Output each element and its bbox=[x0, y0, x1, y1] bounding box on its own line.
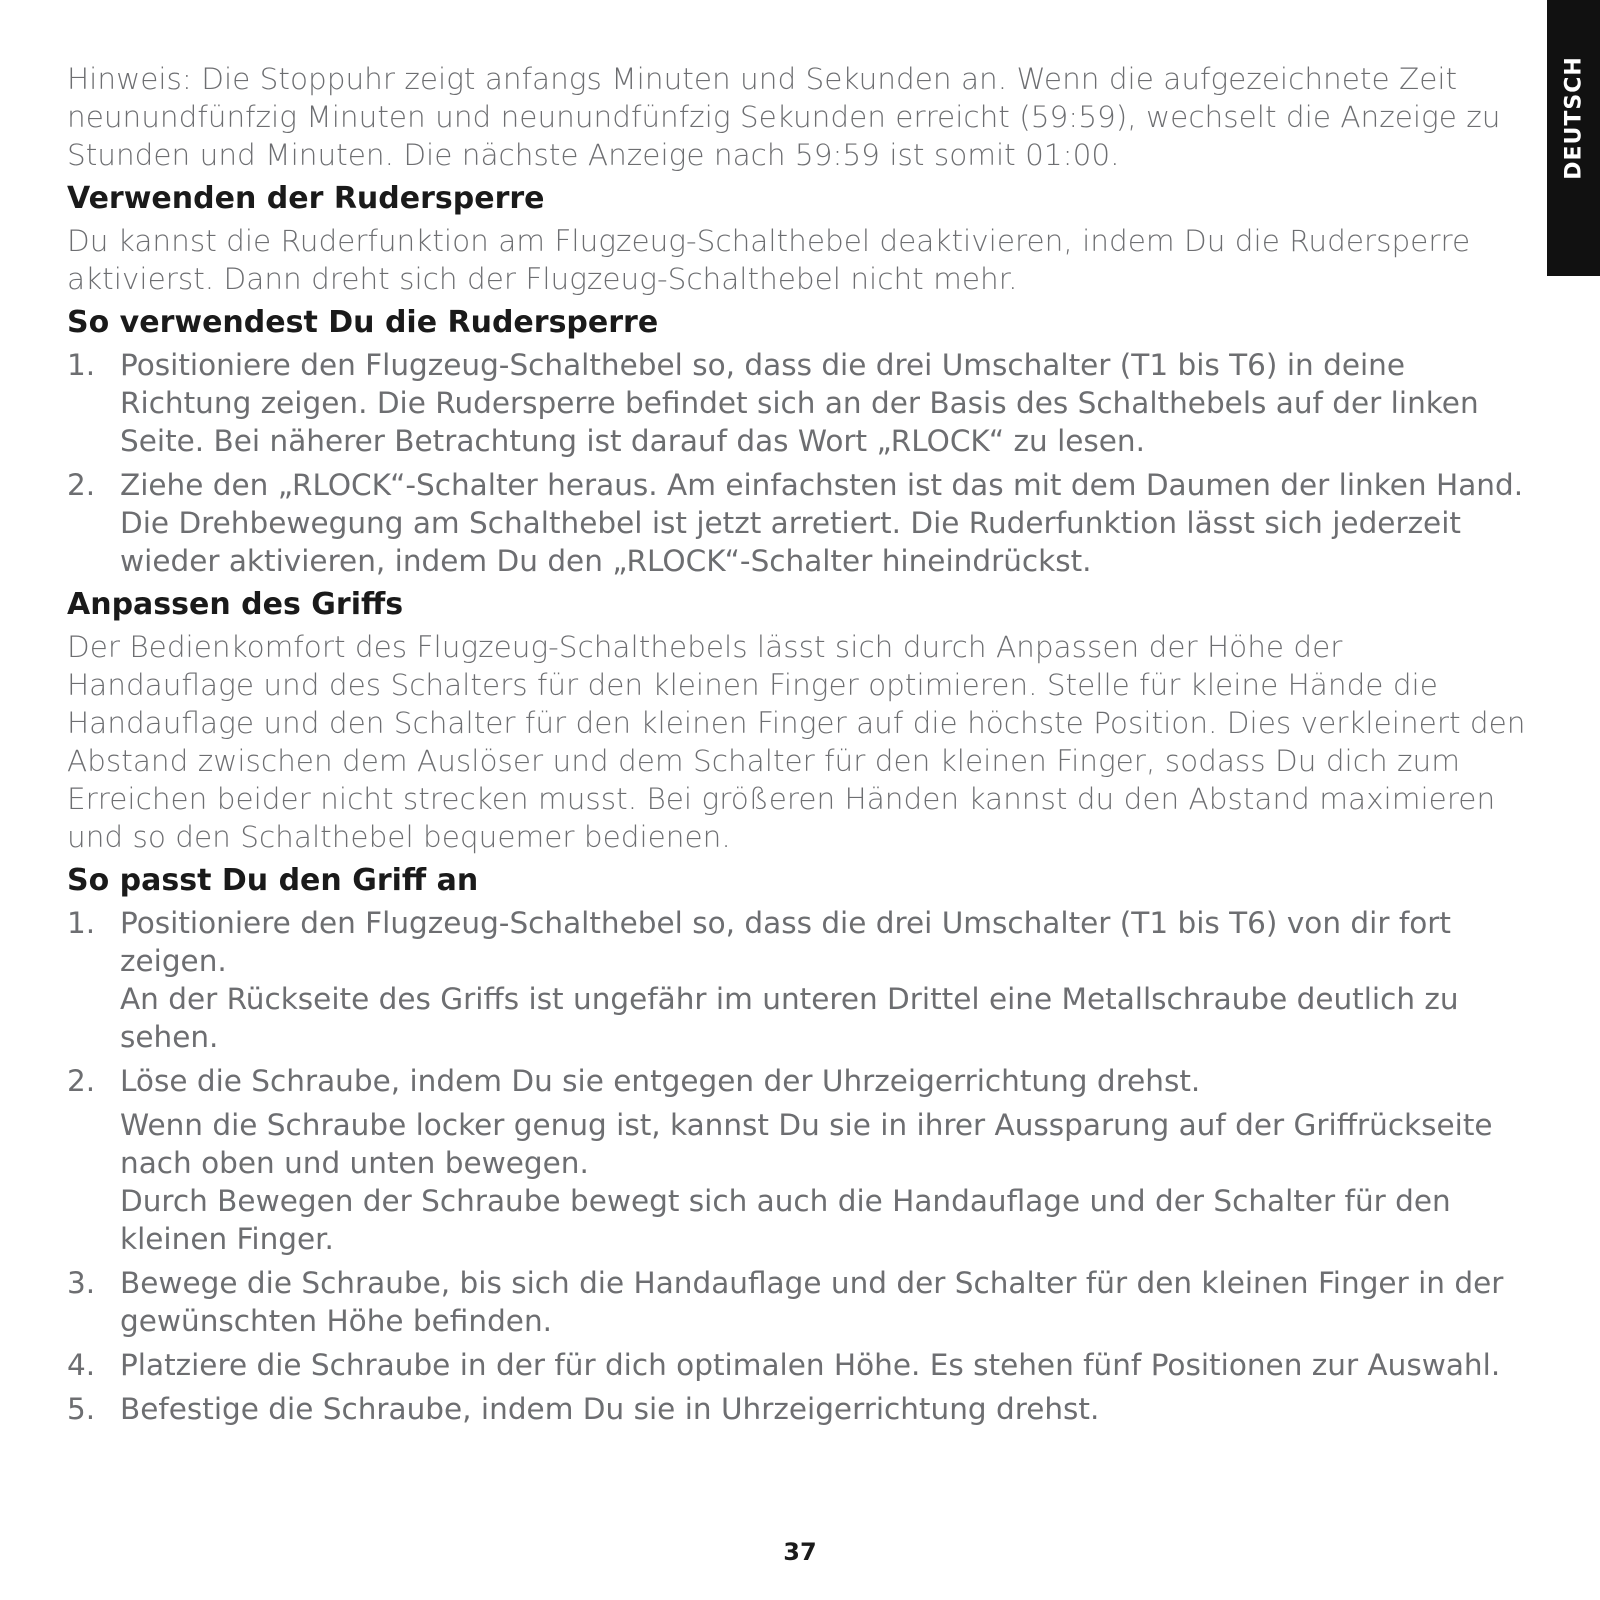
language-tab bbox=[1547, 0, 1600, 276]
heading-grip: Anpassen des Griffs bbox=[67, 587, 404, 622]
step-number: 3. bbox=[67, 1266, 96, 1300]
step-text: Ziehe den „RLOCK“-Schalter heraus. Am einfachsten ist das mit dem Daumen der linken Hand. Die Drehbewegung am Schalthebel ist jetzt arretiert. Die Ruderfunktion lässt sich jederzeit wieder aktivieren, indem Du den „RLOCK“-Schalter hineindrückst. bbox=[120, 468, 1524, 578]
stopwatch-note: Hinweis: Die Stoppuhr zeigt anfangs Minuten und Sekunden an. Wenn die aufgezeichnete Zeit neunundfünfzig Minuten und neunundfünfzig Sekunden erreicht (59:59), wechselt die Anzeige zu Stunden und Minuten. Die nächste Anzeige nach 59:59 ist somit 01:00. bbox=[67, 62, 1501, 172]
page-content bbox=[67, 60, 1537, 1434]
step-number: 2. bbox=[67, 468, 96, 502]
grip-steps bbox=[67, 904, 1537, 1428]
language-tab-label: DEUTSCH bbox=[1561, 56, 1586, 180]
step-number: 1. bbox=[67, 348, 96, 382]
step-text: Positioniere den Flugzeug-Schalthebel so, dass die drei Umschalter (T1 bis T6) in deine Richtung zeigen. Die Rudersperre befindet sich an der Basis des Schalthebels auf der linken Seite. Bei näherer Betrachtung ist darauf das Wort „RLOCK“ zu lesen. bbox=[120, 348, 1479, 458]
step-text: Positioniere den Flugzeug-Schalthebel so, dass die drei Umschalter (T1 bis T6) von dir fort zeigen. bbox=[120, 906, 1451, 978]
list-item bbox=[67, 1390, 1537, 1428]
heading-rudder-lock-howto: So verwendest Du die Rudersperre bbox=[67, 305, 659, 340]
step-number: 1. bbox=[67, 906, 96, 940]
grip-text: Der Bedienkomfort des Flugzeug-Schalthebels lässt sich durch Anpassen der Höhe der Handauflage und des Schalters für den kleinen Finger optimieren. Stelle für kleine Hände die Handauflage und den Schalter für den kleinen Finger auf die höchste Position. Dies verkleinert den Abstand zwischen dem Auslöser und dem Schalter für den kleinen Finger, sodass Du dich zum Erreichen beider nicht strecken musst. Bei größeren Händen kannst du den Abstand maximieren und so den Schalthebel bequemer bedienen. bbox=[67, 630, 1526, 854]
step-extra-text: Durch Bewegen der Schraube bewegt sich auch die Handauflage und der Schalter für den kleinen Finger. bbox=[120, 1184, 1451, 1256]
step-text: Bewege die Schraube, bis sich die Handauflage und der Schalter für den kleinen Finger in der gewünschten Höhe befinden. bbox=[120, 1266, 1504, 1338]
rudder-lock-steps bbox=[67, 346, 1537, 580]
list-item bbox=[67, 1062, 1537, 1258]
list-item bbox=[67, 1264, 1537, 1340]
step-number: 5. bbox=[67, 1392, 96, 1426]
heading-rudder-lock: Verwenden der Rudersperre bbox=[67, 181, 545, 216]
heading-grip-howto: So passt Du den Griff an bbox=[67, 863, 479, 898]
list-item bbox=[67, 346, 1537, 460]
list-item bbox=[67, 1346, 1537, 1384]
list-item bbox=[67, 904, 1537, 1056]
step-extra-text: An der Rückseite des Griffs ist ungefähr im unteren Drittel eine Metallschraube deutlich zu sehen. bbox=[120, 982, 1459, 1054]
step-extra-text: Wenn die Schraube locker genug ist, kannst Du sie in ihrer Aussparung auf der Griffrückseite nach oben und unten bewegen. bbox=[120, 1108, 1493, 1180]
page-number: 37 bbox=[783, 1538, 817, 1566]
step-number: 2. bbox=[67, 1064, 96, 1098]
list-item bbox=[67, 466, 1537, 580]
step-text: Befestige die Schraube, indem Du sie in Uhrzeigerrichtung drehst. bbox=[120, 1392, 1100, 1426]
step-text: Platziere die Schraube in der für dich optimalen Höhe. Es stehen fünf Positionen zur Auswahl. bbox=[120, 1348, 1501, 1382]
step-text: Löse die Schraube, indem Du sie entgegen der Uhrzeigerrichtung drehst. bbox=[120, 1064, 1201, 1098]
step-number: 4. bbox=[67, 1348, 96, 1382]
rudder-lock-text: Du kannst die Ruderfunktion am Flugzeug-Schalthebel deaktivieren, indem Du die Rudersperre aktivierst. Dann dreht sich der Flugzeug-Schalthebel nicht mehr. bbox=[67, 224, 1471, 296]
